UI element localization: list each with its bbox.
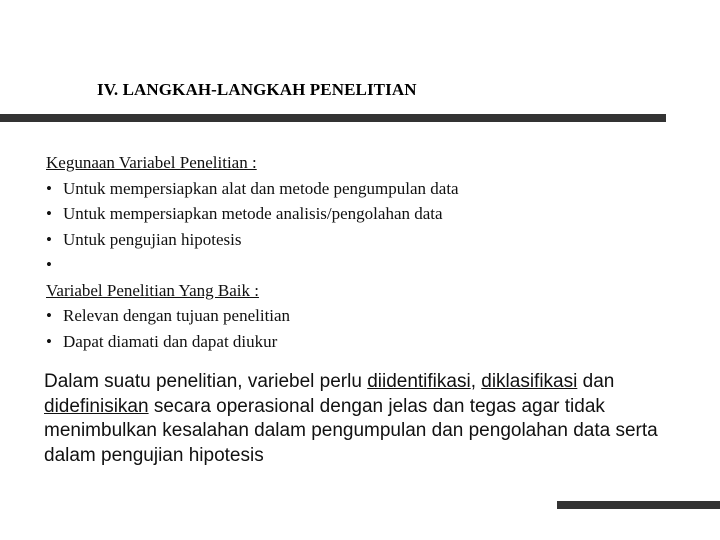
paragraph-text: Dalam suatu penelitian, variebel perlu bbox=[44, 371, 368, 392]
list-item-text: Relevan dengan tujuan penelitian bbox=[63, 306, 291, 325]
list-item bbox=[46, 227, 459, 253]
bullet-icon: • bbox=[46, 306, 52, 325]
link-didefinisikan[interactable]: didefinisikan bbox=[44, 395, 149, 417]
bullet-icon: • bbox=[46, 204, 52, 223]
bullet-icon: • bbox=[46, 255, 52, 274]
summary-paragraph bbox=[44, 370, 684, 468]
list-item bbox=[46, 329, 459, 355]
section-heading-kegunaan: Kegunaan Variabel Penelitian : bbox=[46, 153, 257, 172]
title-divider bbox=[0, 114, 666, 122]
list-item bbox=[46, 252, 459, 278]
list-item-text: Untuk mempersiapkan metode analisis/pengolahan data bbox=[63, 204, 443, 223]
paragraph-text: , bbox=[470, 371, 482, 392]
list-item bbox=[46, 303, 459, 329]
list-item-text: Dapat diamati dan dapat diukur bbox=[63, 331, 278, 351]
paragraph-text: dan bbox=[577, 371, 615, 392]
bullet-icon: • bbox=[46, 178, 52, 198]
list-item bbox=[46, 176, 459, 202]
section-heading-variabel-baik: Variabel Penelitian Yang Baik : bbox=[46, 280, 259, 300]
paragraph-text: secara operasional dengan jelas dan tegas agar tidak menimbulkan kesalahan dalam pengumpulan dan pengolahan data serta dalam pengujian hipotesis bbox=[44, 395, 658, 466]
slide-title: IV. LANGKAH-LANGKAH PENELITIAN bbox=[97, 80, 417, 99]
corner-divider bbox=[557, 501, 720, 509]
bullet-icon: • bbox=[46, 331, 52, 351]
link-diidentifikasi[interactable]: diidentifikasi bbox=[367, 371, 471, 392]
list-item-text: Untuk pengujian hipotesis bbox=[63, 229, 242, 249]
content-list bbox=[46, 150, 459, 354]
list-item-text: Untuk mempersiapkan alat dan metode pengumpulan data bbox=[63, 178, 459, 198]
bullet-icon: • bbox=[46, 229, 52, 249]
link-diklasifikasi[interactable]: diklasifikasi bbox=[481, 371, 578, 392]
list-item bbox=[46, 201, 459, 227]
